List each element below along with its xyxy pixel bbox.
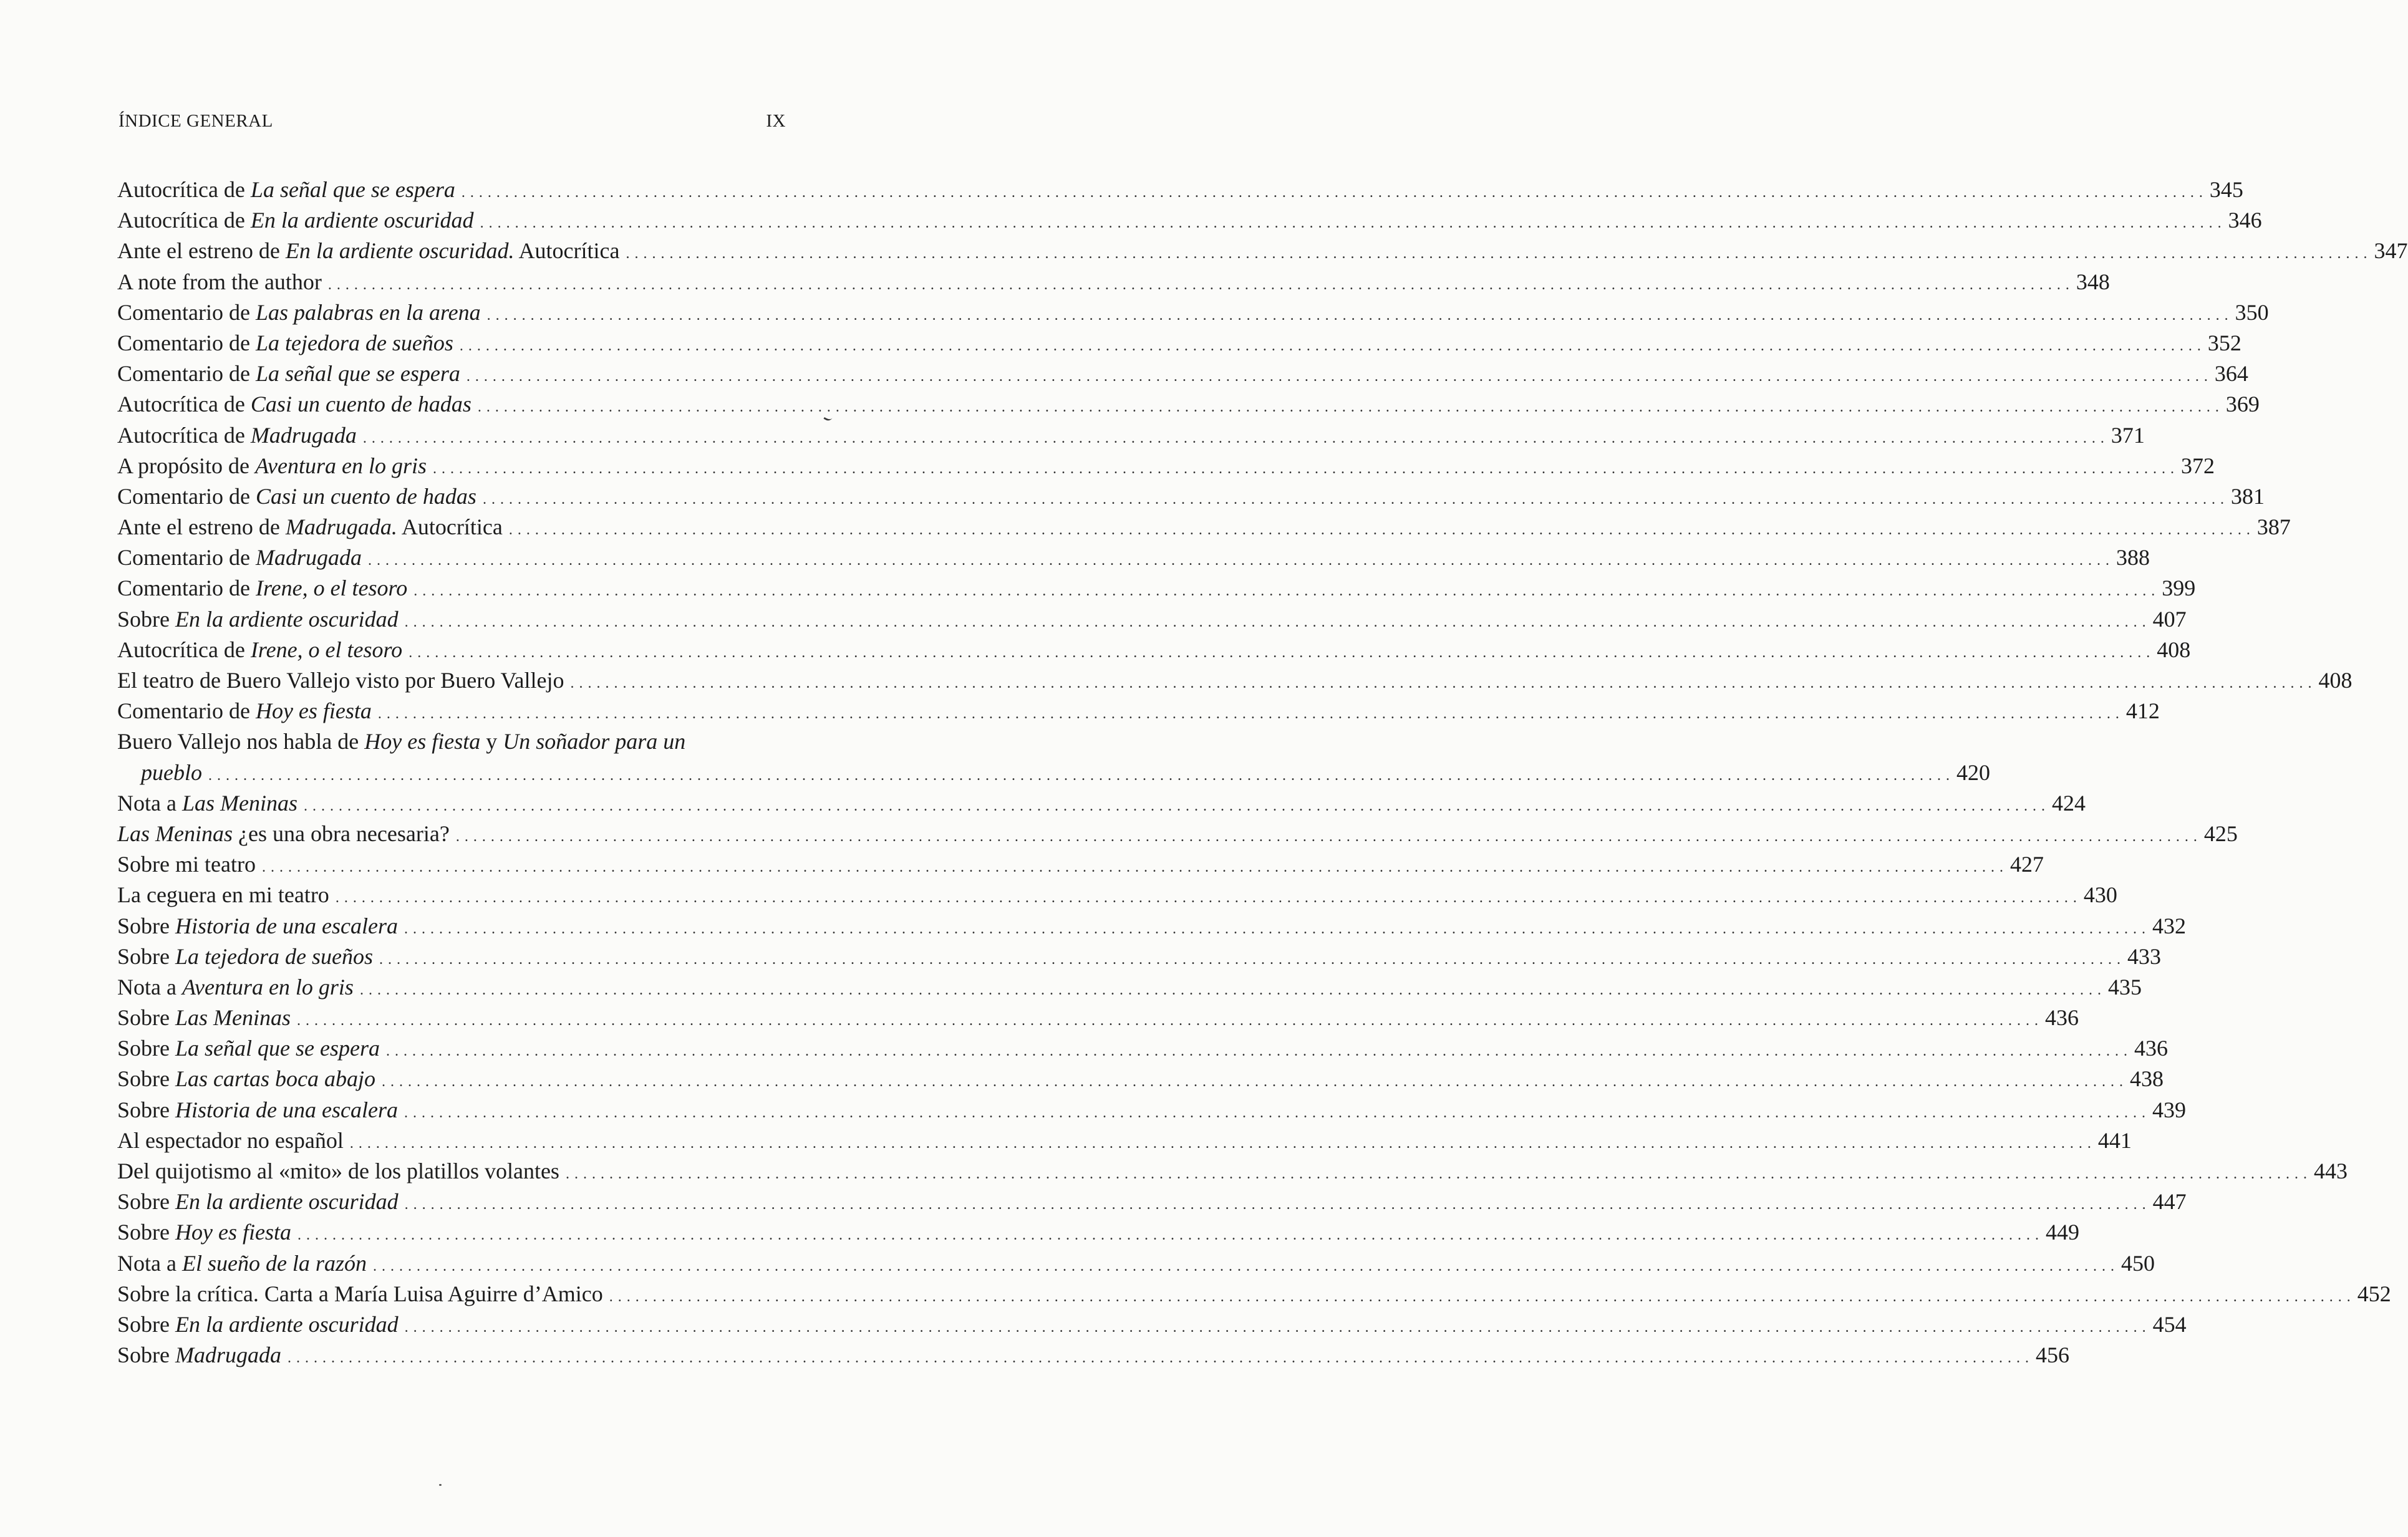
toc-title-text: Comentario de (117, 330, 256, 355)
toc-title-text: Sobre la crítica. Carta a María Luisa Aguirre d’Amico (117, 1281, 603, 1306)
toc-leader-dots: . . . . . . . . . . . . . . . . . . . . . . . . . . . . . . . . . . . . . . . . . . . . . . . . . . . . . . . . . . . . . . . . . . . . . . . . . . . . . . . . . . . . . . . . . . . . . . . . . . . . . . . . . . . . . . . . . . . . . . . . . . . . . . . . . . . . . . . . . . . . . . . . . . . . . . . . . . . . . . . . . . . . . . . . . . . . . . . . . . . . . . . . . . . . . . . . . . . . . . . . (404, 1104, 2146, 1121)
toc-title-text: Ante el estreno de (117, 514, 286, 540)
toc-entry (117, 758, 1990, 788)
toc-entry-title (117, 604, 399, 635)
toc-entry-title (117, 359, 460, 389)
toc-page-number: 408 (2318, 668, 2352, 693)
toc-title-text: Comentario de (117, 698, 256, 724)
toc-page-number: 439 (2152, 1097, 2186, 1122)
toc-entry-title (117, 451, 427, 481)
toc-entry (117, 1340, 2069, 1371)
toc-page-number: 430 (2083, 882, 2117, 908)
toc-entry-title (117, 420, 357, 451)
page-speck (439, 1484, 442, 1486)
toc-title-italic: Madrugada (250, 422, 357, 448)
toc-title-italic: Las palabras en la arena (255, 299, 481, 325)
toc-leader-dots: . . . . . . . . . . . . . . . . . . . . . . . . . . . . . . . . . . . . . . . . . . . . . . . . . . . . . . . . . . . . . . . . . . . . . . . . . . . . . . . . . . . . . . . . . . . . . . . . . . . . . . . . . . . . . . . . . . . . . . . . . . . . . . . . . . . . . . . . . . . . . . . . . . . . . . . . . . . . . . . . . . . . . . . . . . . . . . . . . . . . . . . . . . . . . . . . . . . . . . . . (404, 920, 2146, 937)
toc-page-number: 449 (2045, 1220, 2079, 1245)
toc-entry (117, 389, 2260, 420)
toc-page-number: 352 (2207, 330, 2241, 355)
toc-leader-dots: . . . . . . . . . . . . . . . . . . . . . . . . . . . . . . . . . . . . . . . . . . . . . . . . . . . . . . . . . . . . . . . . . . . . . . . . . . . . . . . . . . . . . . . . . . . . . . . . . . . . . . . . . . . . . . . . . . . . . . . . . . . . . . . . . . . . . . . . . . . . . . . . . . . . . . . . . . . . . . . . . . . . . . . . . . . . . . . . . . . . . . . . . . . . . . . . . . . . . . . . (327, 276, 2070, 293)
toc-title-text: Sobre (117, 1189, 175, 1215)
toc-leader-dots: . . . . . . . . . . . . . . . . . . . . . . . . . . . . . . . . . . . . . . . . . . . . . . . . . . . . . . . . . . . . . . . . . . . . . . . . . . . . . . . . . . . . . . . . . . . . . . . . . . . . . . . . . . . . . . . . . . . . . . . . . . . . . . . . . . . . . . . . . . . . . . . . . . . . . . . . . . . . . . . . . . . . . . . . . . . . . . . . . . . . . . . . . . . . . . . . . . . . . . . . (359, 981, 2102, 998)
toc-entry (117, 604, 2187, 635)
toc-page-number: 443 (2313, 1159, 2348, 1183)
toc-title-text: Buero Vallejo nos habla de (117, 729, 365, 754)
toc-page-number: 450 (2120, 1250, 2155, 1276)
toc-entry (117, 205, 2262, 236)
toc-title-text: Nota a (117, 974, 182, 1000)
toc-entry (117, 236, 2408, 266)
toc-entry (117, 849, 2044, 880)
toc-title-italic: Las cartas boca abajo (175, 1066, 376, 1092)
running-header (118, 111, 786, 132)
toc-title-text: Sobre (117, 1097, 175, 1122)
toc-entry-title (117, 849, 256, 880)
toc-entry (117, 726, 786, 757)
toc-entry-title (117, 942, 373, 972)
toc-title-text: Sobre (117, 606, 175, 632)
table-of-contents (117, 175, 2408, 1371)
toc-leader-dots: . . . . . . . . . . . . . . . . . . . . . . . . . . . . . . . . . . . . . . . . . . . . . . . . . . . . . . . . . . . . . . . . . . . . . . . . . . . . . . . . . . . . . . . . . . . . . . . . . . . . . . . . . . . . . . . . . . . . . . . . . . . . . . . . . . . . . . . . . . . . . . . . . . . . . . . . . . . . . . . . . . . . . . . . . . . . . . . . . . . . . . . . . . . . . . . . . . . . . . . . (335, 890, 2077, 907)
toc-leader-dots: . . . . . . . . . . . . . . . . . . . . . . . . . . . . . . . . . . . . . . . . . . . . . . . . . . . . . . . . . . . . . . . . . . . . . . . . . . . . . . . . . . . . . . . . . . . . . . . . . . . . . . . . . . . . . . . . . . . . . . . . . . . . . . . . . . . . . . . . . . . . . . . . . . . . . . . . . . . . . . . . . . . . . . . . . . . . . . . . . . . . . . . . . . . . . . . . . . . . . . . . (482, 491, 2225, 508)
toc-entry (117, 1033, 2168, 1064)
toc-page-number: 364 (2214, 361, 2248, 387)
toc-entry (117, 635, 2191, 665)
toc-entry-title (117, 236, 620, 266)
toc-title-italic: Las Meninas (175, 1005, 291, 1031)
toc-entry (117, 788, 2086, 819)
toc-page-number: 456 (2036, 1342, 2069, 1368)
toc-title-italic: El sueño de la razón (181, 1250, 367, 1276)
toc-leader-dots: . . . . . . . . . . . . . . . . . . . . . . . . . . . . . . . . . . . . . . . . . . . . . . . . . . . . . . . . . . . . . . . . . . . . . . . . . . . . . . . . . . . . . . . . . . . . . . . . . . . . . . . . . . . . . . . . . . . . . . . . . . . . . . . . . . . . . . . . . . . . . . . . . . . . . . . . . . . . . . . . . . . . . . . . . . . . . . . . . . . . . . . . . . . . . . . . . . . . . . . . (208, 767, 1950, 784)
toc-entry-title (117, 328, 453, 359)
toc-entry (117, 942, 2161, 972)
toc-entry-title (117, 542, 362, 573)
toc-entry-title (117, 1095, 398, 1125)
toc-page-number: 346 (2228, 208, 2262, 233)
toc-title-italic: Madrugada. (285, 514, 397, 540)
toc-leader-dots: . . . . . . . . . . . . . . . . . . . . . . . . . . . . . . . . . . . . . . . . . . . . . . . . . . . . . . . . . . . . . . . . . . . . . . . . . . . . . . . . . . . . . . . . . . . . . . . . . . . . . . . . . . . . . . . . . . . . . . . . . . . . . . . . . . . . . . . . . . . . . . . . . . . . . . . . . . . . . . . . . . . . . . . . . . . . . . . . . . . . . . . . . . . . . . . . . . . . . . . . (385, 1043, 2128, 1060)
toc-page-number: 427 (2009, 852, 2044, 877)
toc-page-number: 452 (2357, 1281, 2391, 1306)
toc-title-italic: Hoy es fiesta (175, 1220, 291, 1245)
toc-entry (117, 542, 2150, 573)
toc-entry-title (117, 880, 329, 910)
toc-title-italic: Madrugada (255, 545, 362, 571)
toc-entry-title (117, 512, 503, 542)
toc-title-text: Comentario de (117, 545, 256, 571)
toc-title-text: Sobre (117, 1036, 175, 1061)
toc-entry-title (117, 726, 685, 757)
toc-page-number: 425 (2203, 821, 2238, 846)
toc-entry-title (117, 911, 398, 942)
toc-title-italic: En la ardiente oscuridad (175, 606, 399, 632)
toc-title-text: Autocrítica de (117, 177, 251, 202)
toc-page-number: 372 (2180, 453, 2215, 478)
toc-entry (117, 1125, 2132, 1156)
toc-entry-title (141, 758, 202, 788)
toc-page-number: 436 (2045, 1005, 2079, 1031)
toc-page-number: 345 (2209, 177, 2243, 202)
toc-leader-dots: . . . . . . . . . . . . . . . . . . . . . . . . . . . . . . . . . . . . . . . . . . . . . . . . . . . . . . . . . . . . . . . . . . . . . . . . . . . . . . . . . . . . . . . . . . . . . . . . . . . . . . . . . . . . . . . . . . . . . . . . . . . . . . . . . . . . . . . . . . . . . . . . . . . . . . . . . . . . . . . . . . . . . . . . . . . . . . . . . . . . . . . . . . . . . . . . . . . . . . . . (466, 369, 2208, 385)
toc-leader-dots: . . . . . . . . . . . . . . . . . . . . . . . . . . . . . . . . . . . . . . . . . . . . . . . . . . . . . . . . . . . . . . . . . . . . . . . . . . . . . . . . . . . . . . . . . . . . . . . . . . . . . . . . . . . . . . . . . . . . . . . . . . . . . . . . . . . . . . . . . . . . . . . . . . . . . . . . . . . . . . . . . . . . . . . . . . . . . . . . . . . . . . . . . . . . . . . . . . . . . . . . (404, 614, 2147, 630)
toc-title-italic: Historia de una escalera (175, 913, 398, 938)
toc-title-italic: En la ardiente oscuridad (175, 1311, 399, 1337)
toc-leader-dots: . . . . . . . . . . . . . . . . . . . . . . . . . . . . . . . . . . . . . . . . . . . . . . . . . . . . . . . . . . . . . . . . . . . . . . . . . . . . . . . . . . . . . . . . . . . . . . . . . . . . . . . . . . . . . . . . . . . . . . . . . . . . . . . . . . . . . . . . . . . . . . . . . . . . . . . . . . . . . . . . . . . . . . . . . . . . . . . . . . . . . . . . . . . . . . . . . . . . . . . . (477, 399, 2220, 416)
toc-title-text: Nota a (117, 1250, 182, 1276)
toc-entry-title (117, 788, 297, 819)
toc-entry (117, 665, 2352, 696)
toc-page-number: 347 (2374, 238, 2408, 264)
toc-leader-dots: . . . . . . . . . . . . . . . . . . . . . . . . . . . . . . . . . . . . . . . . . . . . . . . . . . . . . . . . . . . . . . . . . . . . . . . . . . . . . . . . . . . . . . . . . . . . . . . . . . . . . . . . . . . . . . . . . . . . . . . . . . . . . . . . . . . . . . . . . . . . . . . . . . . . . . . . . . . . . . . . . . . . . . . . . . . . . . . . . . . . . . . . . . . . . . . . . . . . . . . . (508, 522, 2251, 539)
toc-title-italic: Casi un cuento de hadas (250, 392, 471, 417)
toc-title-italic: Aventura en lo gris (181, 974, 354, 1000)
toc-entry (117, 512, 2291, 542)
toc-entry (117, 451, 2215, 481)
toc-title-text: Sobre (117, 1220, 175, 1245)
toc-title-italic: Las Meninas (117, 821, 233, 846)
toc-leader-dots: . . . . . . . . . . . . . . . . . . . . . . . . . . . . . . . . . . . . . . . . . . . . . . . . . . . . . . . . . . . . . . . . . . . . . . . . . . . . . . . . . . . . . . . . . . . . . . . . . . . . . . . . . . . . . . . . . . . . . . . . . . . . . . . . . . . . . . . . . . . . . . . . . . . . . . . . . . . . . . . . . . . . . . . . . . . . . . . . . . . . . . . . . . . . . . . . . . . . . . . . (404, 1197, 2147, 1213)
toc-entry-title (117, 819, 450, 849)
toc-entry-title (117, 573, 407, 604)
toc-entry-title (117, 205, 474, 236)
toc-entry-title (117, 1064, 375, 1094)
toc-entry (117, 972, 2142, 1003)
toc-title-italic: Historia de una escalera (175, 1097, 398, 1122)
toc-entry (117, 267, 2110, 297)
toc-title-text: Al espectador no español (117, 1127, 344, 1153)
toc-entry (117, 1217, 2079, 1248)
toc-leader-dots: . . . . . . . . . . . . . . . . . . . . . . . . . . . . . . . . . . . . . . . . . . . . . . . . . . . . . . . . . . . . . . . . . . . . . . . . . . . . . . . . . . . . . . . . . . . . . . . . . . . . . . . . . . . . . . . . . . . . . . . . . . . . . . . . . . . . . . . . . . . . . . . . . . . . . . . . . . . . . . . . . . . . . . . . . . . . . . . . . . . . . . . . . . . . . . . . . . . . . . . . (413, 583, 2156, 600)
toc-leader-dots: . . . . . . . . . . . . . . . . . . . . . . . . . . . . . . . . . . . . . . . . . . . . . . . . . . . . . . . . . . . . . . . . . . . . . . . . . . . . . . . . . . . . . . . . . . . . . . . . . . . . . . . . . . . . . . . . . . . . . . . . . . . . . . . . . . . . . . . . . . . . . . . . . . . . . . . . . . . . . . . . . . . . . . . . . . . . . . . . . . . . . . . . . . . . . . . . . . . . . . . . (288, 1350, 2029, 1367)
toc-entry-title (117, 665, 564, 696)
toc-leader-dots: . . . . . . . . . . . . . . . . . . . . . . . . . . . . . . . . . . . . . . . . . . . . . . . . . . . . . . . . . . . . . . . . . . . . . . . . . . . . . . . . . . . . . . . . . . . . . . . . . . . . . . . . . . . . . . . . . . . . . . . . . . . . . . . . . . . . . . . . . . . . . . . . . . . . . . . . . . . . . . . . . . . . . . . . . . . . . . . . . . . . . . . . . . . . . . . . . . . . . . . . (297, 1013, 2039, 1029)
toc-leader-dots: . . . . . . . . . . . . . . . . . . . . . . . . . . . . . . . . . . . . . . . . . . . . . . . . . . . . . . . . . . . . . . . . . . . . . . . . . . . . . . . . . . . . . . . . . . . . . . . . . . . . . . . . . . . . . . . . . . . . . . . . . . . . . . . . . . . . . . . . . . . . . . . . . . . . . . . . . . . . . . . . . . . . . . . . . . . . . . . . . . . . . . . . . . . . . . . . . . . . . . . . (626, 246, 2368, 263)
toc-title-text: Sobre (117, 1005, 175, 1031)
toc-leader-dots: . . . . . . . . . . . . . . . . . . . . . . . . . . . . . . . . . . . . . . . . . . . . . . . . . . . . . . . . . . . . . . . . . . . . . . . . . . . . . . . . . . . . . . . . . . . . . . . . . . . . . . . . . . . . . . . . . . . . . . . . . . . . . . . . . . . . . . . . . . . . . . . . . . . . . . . . . . . . . . . . . . . . . . . . . . . . . . . . . . . . . . . . . . . . . . . . . . . . . . . . (303, 797, 2046, 814)
toc-leader-dots: . . . . . . . . . . . . . . . . . . . . . . . . . . . . . . . . . . . . . . . . . . . . . . . . . . . . . . . . . . . . . . . . . . . . . . . . . . . . . . . . . . . . . . . . . . . . . . . . . . . . . . . . . . . . . . . . . . . . . . . . . . . . . . . . . . . . . . . . . . . . . . . . . . . . . . . . . . . . . . . . . . . . . . . . . . . . . . . . . . . . . . . . . . . . . . . . . . . . . . . . (349, 1135, 2092, 1152)
toc-entry-title (117, 696, 372, 726)
toc-leader-dots: . . . . . . . . . . . . . . . . . . . . . . . . . . . . . . . . . . . . . . . . . . . . . . . . . . . . . . . . . . . . . . . . . . . . . . . . . . . . . . . . . . . . . . . . . . . . . . . . . . . . . . . . . . . . . . . . . . . . . . . . . . . . . . . . . . . . . . . . . . . . . . . . . . . . . . . . . . . . . . . . . . . . . . . . . . . . . . . . . . . . . . . . . . . . . . . . . . . . . . . . (404, 1319, 2147, 1336)
toc-entry-title (117, 297, 481, 328)
toc-leader-dots: . . . . . . . . . . . . . . . . . . . . . . . . . . . . . . . . . . . . . . . . . . . . . . . . . . . . . . . . . . . . . . . . . . . . . . . . . . . . . . . . . . . . . . . . . . . . . . . . . . . . . . . . . . . . . . . . . . . . . . . . . . . . . . . . . . . . . . . . . . . . . . . . . . . . . . . . . . . . . . . . . . . . . . . . . . . . . . . . . . . . . . . . . . . . . . . . . . . . . . . . (486, 307, 2229, 324)
toc-title-text: Autocrítica de (117, 392, 251, 417)
toc-entry-title (117, 1125, 344, 1156)
toc-entry-title (117, 1340, 281, 1371)
toc-title-text: Comentario de (117, 361, 256, 387)
toc-leader-dots: . . . . . . . . . . . . . . . . . . . . . . . . . . . . . . . . . . . . . . . . . . . . . . . . . . . . . . . . . . . . . . . . . . . . . . . . . . . . . . . . . . . . . . . . . . . . . . . . . . . . . . . . . . . . . . . . . . . . . . . . . . . . . . . . . . . . . . . . . . . . . . . . . . . . . . . . . . . . . . . . . . . . . . . . . . . . . . . . . . . . . . . . . . . . . . . . . . . . . . . . (409, 644, 2151, 661)
toc-title-italic: Aventura en lo gris (255, 453, 427, 478)
toc-entry (117, 1187, 2187, 1217)
toc-page-number: 408 (2157, 637, 2191, 662)
toc-title-italic: Un soñador para un (503, 729, 686, 754)
toc-entry-title (117, 1279, 603, 1309)
toc-leader-dots: . . . . . . . . . . . . . . . . . . . . . . . . . . . . . . . . . . . . . . . . . . . . . . . . . . . . . . . . . . . . . . . . . . . . . . . . . . . . . . . . . . . . . . . . . . . . . . . . . . . . . . . . . . . . . . . . . . . . . . . . . . . . . . . . . . . . . . . . . . . . . . . . . . . . . . . . . . . . . . . . . . . . . . . . . . . . . . . . . . . . . . . . . . . . . . . . . . . . . . . . (461, 185, 2203, 201)
toc-entry-title (117, 1217, 291, 1248)
toc-page-number: 420 (1956, 759, 1990, 785)
toc-entry (117, 297, 2269, 328)
toc-leader-dots: . . . . . . . . . . . . . . . . . . . . . . . . . . . . . . . . . . . . . . . . . . . . . . . . . . . . . . . . . . . . . . . . . . . . . . . . . . . . . . . . . . . . . . . . . . . . . . . . . . . . . . . . . . . . . . . . . . . . . . . . . . . . . . . . . . . . . . . . . . . . . . . . . . . . . . . . . . . . . . . . . . . . . . . . . . . . . . . . . . . . . . . . . . . . . . . . . . . . . . . . (379, 951, 2121, 968)
toc-entry (117, 819, 2238, 849)
toc-entry (117, 1156, 2348, 1187)
toc-title-text: Autocrítica de (117, 422, 251, 448)
header-title: ÍNDICE GENERAL (118, 111, 273, 131)
toc-entry-title (117, 1187, 399, 1217)
toc-title-italic: Hoy es fiesta (255, 698, 372, 724)
toc-leader-dots: . . . . . . . . . . . . . . . . . . . . . . . . . . . . . . . . . . . . . . . . . . . . . . . . . . . . . . . . . . . . . . . . . . . . . . . . . . . . . . . . . . . . . . . . . . . . . . . . . . . . . . . . . . . . . . . . . . . . . . . . . . . . . . . . . . . . . . . . . . . . . . . . . . . . . . . . . . . . . . . . . . . . . . . . . . . . . . . . . . . . . . . . . . . . . . . . . . . . . . . . (480, 215, 2222, 232)
toc-entry (117, 1309, 2187, 1340)
toc-title-italic: La tejedora de sueños (255, 330, 453, 355)
toc-page-number: 381 (2230, 483, 2265, 509)
toc-entry-title (117, 267, 322, 297)
toc-title-text: Autocrítica de (117, 637, 251, 662)
toc-entry (117, 420, 2145, 451)
toc-entry (117, 1248, 2155, 1279)
toc-title-text: Autocrítica (397, 514, 503, 540)
toc-title-text: La ceguera en mi teatro (117, 882, 329, 908)
toc-entry-title (117, 1248, 367, 1279)
toc-title-text: Sobre (117, 913, 175, 938)
toc-entry (117, 175, 2243, 205)
toc-title-text: A propósito de (117, 453, 255, 478)
toc-page-number: 438 (2130, 1066, 2164, 1092)
toc-leader-dots: . . . . . . . . . . . . . . . . . . . . . . . . . . . . . . . . . . . . . . . . . . . . . . . . . . . . . . . . . . . . . . . . . . . . . . . . . . . . . . . . . . . . . . . . . . . . . . . . . . . . . . . . . . . . . . . . . . . . . . . . . . . . . . . . . . . . . . . . . . . . . . . . . . . . . . . . . . . . . . . . . . . . . . . . . . . . . . . . . . . . . . . . . . . . . . . . . . . . . . . . (377, 706, 2120, 723)
toc-title-italic: La señal que se espera (175, 1036, 380, 1061)
toc-entry-title (117, 972, 354, 1003)
toc-leader-dots: . . . . . . . . . . . . . . . . . . . . . . . . . . . . . . . . . . . . . . . . . . . . . . . . . . . . . . . . . . . . . . . . . . . . . . . . . . . . . . . . . . . . . . . . . . . . . . . . . . . . . . . . . . . . . . . . . . . . . . . . . . . . . . . . . . . . . . . . . . . . . . . . . . . . . . . . . . . . . . . . . . . . . . . . . . . . . . . . . . . . . . . . . . . . . . . . . . . . . . . . (455, 828, 2198, 845)
toc-page-number: 412 (2125, 698, 2160, 724)
toc-entry (117, 696, 2160, 726)
toc-title-italic: La tejedora de sueños (175, 943, 373, 969)
toc-page-number: 454 (2152, 1311, 2187, 1337)
toc-title-italic: En la ardiente oscuridad (250, 208, 474, 233)
toc-page-number: 435 (2107, 974, 2142, 1000)
toc-title-italic: Madrugada (175, 1342, 281, 1368)
toc-leader-dots: . . . . . . . . . . . . . . . . . . . . . . . . . . . . . . . . . . . . . . . . . . . . . . . . . . . . . . . . . . . . . . . . . . . . . . . . . . . . . . . . . . . . . . . . . . . . . . . . . . . . . . . . . . . . . . . . . . . . . . . . . . . . . . . . . . . . . . . . . . . . . . . . . . . . . . . . . . . . . . . . . . . . . . . . . . . . . . . . . . . . . . . . . . . . . . . . . . . . . . . . (297, 1227, 2039, 1244)
toc-title-text: Comentario de (117, 576, 256, 601)
toc-title-text: Sobre (117, 1342, 175, 1368)
toc-title-text: Autocrítica de (117, 208, 251, 233)
toc-title-text: A note from the author (117, 269, 322, 294)
toc-title-text: ¿es una obra necesaria? (233, 821, 450, 846)
toc-title-text: Comentario de (117, 483, 256, 509)
toc-title-text: Sobre mi teatro (117, 852, 256, 877)
toc-leader-dots: . . . . . . . . . . . . . . . . . . . . . . . . . . . . . . . . . . . . . . . . . . . . . . . . . . . . . . . . . . . . . . . . . . . . . . . . . . . . . . . . . . . . . . . . . . . . . . . . . . . . . . . . . . . . . . . . . . . . . . . . . . . . . . . . . . . . . . . . . . . . . . . . . . . . . . . . . . . . . . . . . . . . . . . . . . . . . . . . . . . . . . . . . . . . . . . . . . . . . . . . (362, 430, 2105, 446)
toc-leader-dots: . . . . . . . . . . . . . . . . . . . . . . . . . . . . . . . . . . . . . . . . . . . . . . . . . . . . . . . . . . . . . . . . . . . . . . . . . . . . . . . . . . . . . . . . . . . . . . . . . . . . . . . . . . . . . . . . . . . . . . . . . . . . . . . . . . . . . . . . . . . . . . . . . . . . . . . . . . . . . . . . . . . . . . . . . . . . . . . . . . . . . . . . . . . . . . . . . . . . . . . . (459, 337, 2202, 354)
toc-title-italic: En la ardiente oscuridad (175, 1189, 399, 1215)
toc-title-text: Del quijotismo al «mito» de los platillos volantes (117, 1159, 559, 1183)
toc-entry-title (117, 1033, 380, 1064)
toc-title-italic: La señal que se espera (250, 177, 455, 202)
toc-leader-dots: . . . . . . . . . . . . . . . . . . . . . . . . . . . . . . . . . . . . . . . . . . . . . . . . . . . . . . . . . . . . . . . . . . . . . . . . . . . . . . . . . . . . . . . . . . . . . . . . . . . . . . . . . . . . . . . . . . . . . . . . . . . . . . . . . . . . . . . . . . . . . . . . . . . . . . . . . . . . . . . . . . . . . . . . . . . . . . . . . . . . . . . . . . . . . . . . . . . . . . . . (382, 1074, 2124, 1091)
toc-title-italic: En la ardiente oscuridad. (285, 238, 515, 264)
toc-entry-title (117, 1003, 291, 1033)
toc-entry-title (117, 481, 476, 512)
toc-title-text: Sobre (117, 1066, 175, 1092)
toc-page-number: 350 (2235, 299, 2269, 325)
toc-leader-dots: . . . . . . . . . . . . . . . . . . . . . . . . . . . . . . . . . . . . . . . . . . . . . . . . . . . . . . . . . . . . . . . . . . . . . . . . . . . . . . . . . . . . . . . . . . . . . . . . . . . . . . . . . . . . . . . . . . . . . . . . . . . . . . . . . . . . . . . . . . . . . . . . . . . . . . . . . . . . . . . . . . . . . . . . . . . . . . . . . . . . . . . . . . . . . . . . . . . . . . . . (261, 859, 2004, 876)
toc-page-number: 424 (2051, 790, 2086, 816)
toc-title-text: El teatro de Buero Vallejo visto por Buero Vallejo (117, 668, 564, 693)
toc-leader-dots: . . . . . . . . . . . . . . . . . . . . . . . . . . . . . . . . . . . . . . . . . . . . . . . . . . . . . . . . . . . . . . . . . . . . . . . . . . . . . . . . . . . . . . . . . . . . . . . . . . . . . . . . . . . . . . . . . . . . . . . . . . . . . . . . . . . . . . . . . . . . . . . . . . . . . . . . . . . . . . . . . . . . . . . . . . . . . . . . . . . . . . . . . . . . . . . . . . . . . . . . (367, 552, 2110, 569)
toc-entry (117, 328, 2241, 359)
toc-page-number: 436 (2134, 1036, 2168, 1061)
toc-title-italic: Irene, o el tesoro (250, 637, 403, 662)
toc-title-text: Comentario de (117, 299, 256, 325)
toc-entry-title (117, 389, 471, 420)
toc-page-number: 441 (2097, 1127, 2132, 1153)
toc-entry (117, 359, 2248, 389)
toc-title-italic: La señal que se espera (255, 361, 460, 387)
toc-entry-title (117, 635, 402, 665)
toc-page-number: 371 (2111, 422, 2145, 448)
toc-page-number: 433 (2127, 943, 2161, 969)
toc-leader-dots: . . . . . . . . . . . . . . . . . . . . . . . . . . . . . . . . . . . . . . . . . . . . . . . . . . . . . . . . . . . . . . . . . . . . . . . . . . . . . . . . . . . . . . . . . . . . . . . . . . . . . . . . . . . . . . . . . . . . . . . . . . . . . . . . . . . . . . . . . . . . . . . . . . . . . . . . . . . . . . . . . . . . . . . . . . . . . . . . . . . . . . . . . . . . . . . . . . . . . . . . (432, 460, 2175, 477)
toc-entry (117, 1095, 2186, 1125)
toc-title-text: Autocrítica (514, 238, 620, 264)
toc-entry (117, 481, 2265, 512)
toc-entry (117, 911, 2186, 942)
toc-title-italic: Las Meninas (181, 790, 297, 816)
toc-page-number: 388 (2115, 545, 2150, 571)
toc-entry-title (117, 1156, 559, 1187)
toc-page-number: 447 (2152, 1189, 2187, 1215)
toc-entry (117, 1003, 2079, 1033)
toc-page-number: 407 (2152, 606, 2187, 632)
toc-title-italic: pueblo (141, 759, 202, 785)
toc-page-number: 348 (2076, 269, 2110, 294)
toc-entry-title (117, 1309, 399, 1340)
toc-title-text: y (480, 729, 503, 754)
toc-entry (117, 573, 2196, 604)
toc-page-number: 387 (2256, 514, 2291, 540)
toc-title-italic: Irene, o el tesoro (255, 576, 408, 601)
toc-title-text: Ante el estreno de (117, 238, 286, 264)
toc-title-italic: Casi un cuento de hadas (255, 483, 476, 509)
toc-entry (117, 1279, 2391, 1309)
toc-title-italic: Hoy es fiesta (364, 729, 481, 754)
toc-leader-dots: . . . . . . . . . . . . . . . . . . . . . . . . . . . . . . . . . . . . . . . . . . . . . . . . . . . . . . . . . . . . . . . . . . . . . . . . . . . . . . . . . . . . . . . . . . . . . . . . . . . . . . . . . . . . . . . . . . . . . . . . . . . . . . . . . . . . . . . . . . . . . . . . . . . . . . . . . . . . . . . . . . . . . . . . . . . . . . . . . . . . . . . . . . . . . . . . . . . . . . . . (570, 675, 2313, 691)
header-page-number: IX (766, 111, 786, 131)
toc-title-text: Sobre (117, 943, 175, 969)
toc-entry-title (117, 175, 455, 205)
toc-page-number: 432 (2152, 913, 2186, 938)
toc-leader-dots: . . . . . . . . . . . . . . . . . . . . . . . . . . . . . . . . . . . . . . . . . . . . . . . . . . . . . . . . . . . . . . . . . . . . . . . . . . . . . . . . . . . . . . . . . . . . . . . . . . . . . . . . . . . . . . . . . . . . . . . . . . . . . . . . . . . . . . . . . . . . . . . . . . . . . . . . . . . . . . . . . . . . . . . . . . . . . . . . . . . . . . . . . . . . . . . . . . . . . . . . (372, 1258, 2115, 1274)
toc-entry (117, 1064, 2164, 1094)
toc-page-number: 369 (2225, 392, 2260, 417)
toc-leader-dots: . . . . . . . . . . . . . . . . . . . . . . . . . . . . . . . . . . . . . . . . . . . . . . . . . . . . . . . . . . . . . . . . . . . . . . . . . . . . . . . . . . . . . . . . . . . . . . . . . . . . . . . . . . . . . . . . . . . . . . . . . . . . . . . . . . . . . . . . . . . . . . . . . . . . . . . . . . . . . . . . . . . . . . . . . . . . . . . . . . . . . . . . . . . . . . . . . . . . . . . . (609, 1288, 2351, 1305)
toc-leader-dots: . . . . . . . . . . . . . . . . . . . . . . . . . . . . . . . . . . . . . . . . . . . . . . . . . . . . . . . . . . . . . . . . . . . . . . . . . . . . . . . . . . . . . . . . . . . . . . . . . . . . . . . . . . . . . . . . . . . . . . . . . . . . . . . . . . . . . . . . . . . . . . . . . . . . . . . . . . . . . . . . . . . . . . . . . . . . . . . . . . . . . . . . . . . . . . . . . . . . . . . . (565, 1166, 2308, 1182)
toc-title-text: Sobre (117, 1311, 175, 1337)
toc-page-number: 399 (2162, 576, 2196, 601)
toc-title-text: Nota a (117, 790, 182, 816)
toc-entry (117, 880, 2117, 910)
